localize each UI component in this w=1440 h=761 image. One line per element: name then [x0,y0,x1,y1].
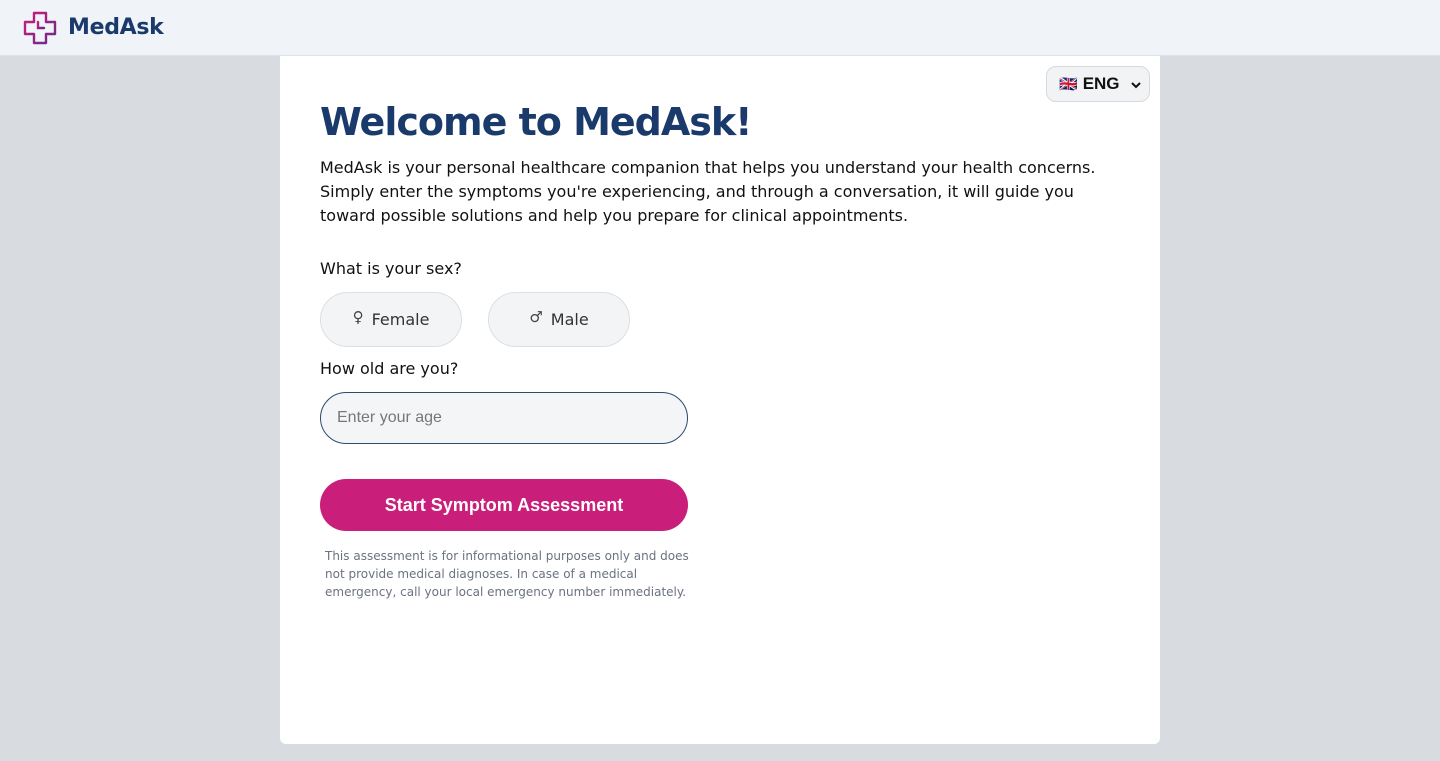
language-select[interactable] [1046,66,1150,102]
age-question-label: How old are you? [320,359,459,378]
female-icon: ♀ [352,307,364,326]
female-label: Female [371,310,430,329]
brand-name[interactable]: MedAsk [68,15,164,40]
intro-text: MedAsk is your personal healthcare companion that helps you understand your health concerns. Simply enter the symptoms you're experiencing, and through a conversation, it will guide you toward possible solutions and help you prepare for clinical appointments. [320,158,1096,225]
top-bar [0,0,1440,56]
language-label: ENG [1082,74,1120,93]
male-label: Male [550,310,589,329]
chevron-down-icon [1131,80,1141,90]
age-input[interactable] [320,392,688,444]
medical-cross-icon[interactable] [22,10,58,46]
welcome-card [280,56,1160,744]
female-button[interactable] [320,292,462,347]
flag-icon: 🇬🇧 [1059,76,1077,93]
male-icon: ♂ [529,307,543,326]
page-title: Welcome to MedAsk! [320,100,752,144]
sex-question-label: What is your sex? [320,259,462,278]
disclaimer-text: This assessment is for informational purposes only and does not provide medical diagnoses. In case of a medical emergency, call your local emergency number immediately. [325,549,689,599]
start-assessment-button[interactable]: Start Symptom Assessment [320,479,688,531]
male-button[interactable] [488,292,630,347]
